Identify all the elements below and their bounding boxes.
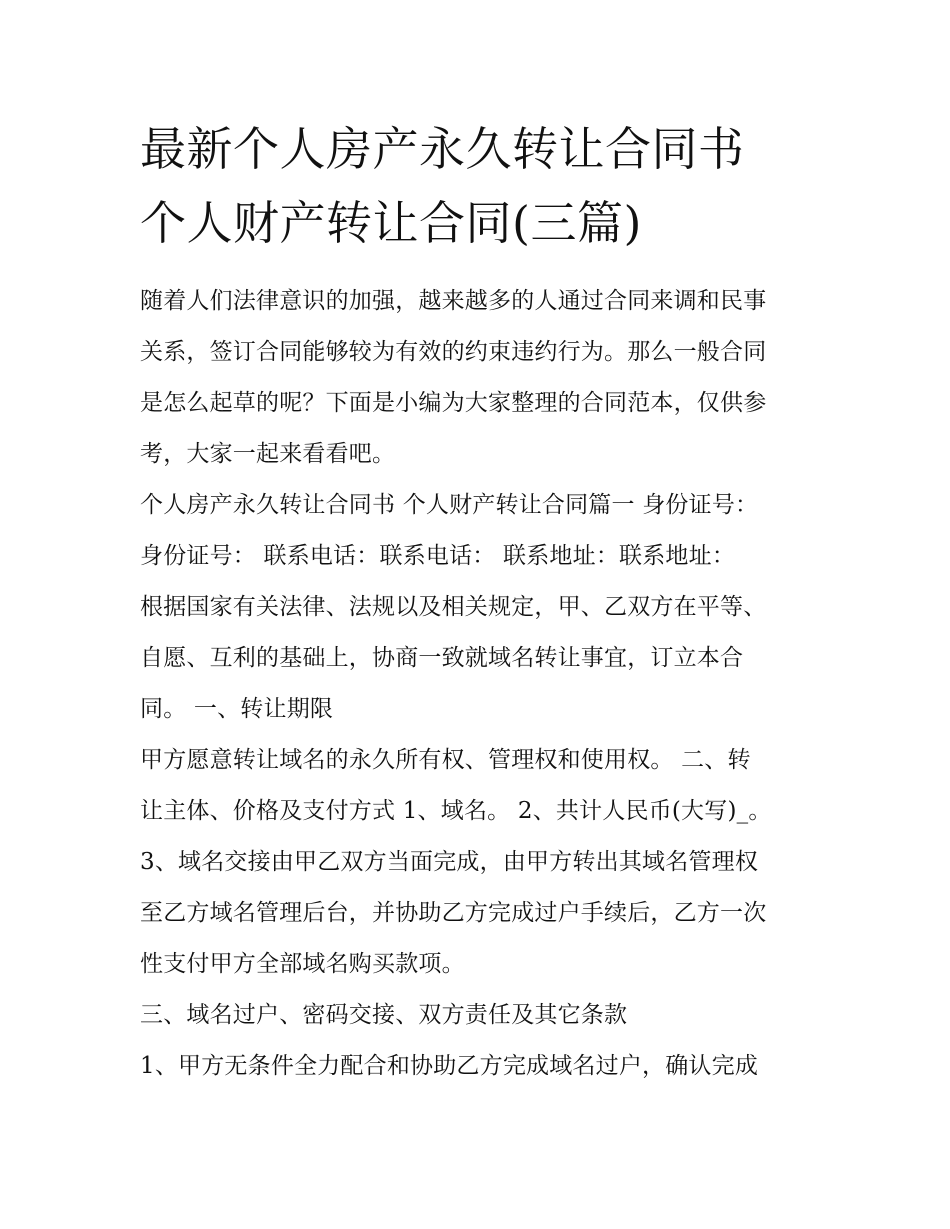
body-line: 身份证号： 联系电话：联系电话： 联系地址：联系地址： xyxy=(140,543,736,569)
document-title xyxy=(140,112,815,260)
title-line: 个人财产转让合同(三篇) xyxy=(140,196,642,250)
document-body xyxy=(140,276,815,1092)
body-line: 性支付甲方全部域名购买款项。 xyxy=(140,951,465,977)
body-line: 让主体、价格及支付方式 1、域名。 2、共计人民币(大写)_。 xyxy=(140,798,772,824)
document-content xyxy=(140,112,815,1092)
body-line: 考，大家一起来看看吧。 xyxy=(140,441,396,467)
body-line: 1、甲方无条件全力配合和协助乙方完成域名过户，确认完成 xyxy=(140,1053,759,1079)
body-line: 3、域名交接由甲乙双方当面完成，由甲方转出其域名管理权 xyxy=(140,849,759,875)
body-line: 关系，签订合同能够较为有效的约束违约行为。那么一般合同 xyxy=(140,339,767,365)
body-line: 自愿、互利的基础上，协商一致就域名转让事宜，订立本合 xyxy=(140,645,744,671)
body-line: 是怎么起草的呢？下面是小编为大家整理的合同范本，仅供参 xyxy=(140,390,767,416)
body-line: 三、域名过户、密码交接、双方责任及其它条款 xyxy=(140,1002,628,1028)
body-line: 随着人们法律意识的加强，越来越多的人通过合同来调和民事 xyxy=(140,288,767,314)
body-line: 根据国家有关法律、法规以及相关规定，甲、乙双方在平等、 xyxy=(140,594,767,620)
body-line: 甲方愿意转让域名的永久所有权、管理权和使用权。 二、转 xyxy=(140,747,751,773)
body-line: 同。 一、转让期限 xyxy=(140,696,334,722)
body-line: 至乙方域名管理后台，并协助乙方完成过户手续后，乙方一次 xyxy=(140,900,767,926)
title-line: 最新个人房产永久转让合同书 xyxy=(140,122,745,176)
body-line: 个人房产永久转让合同书 个人财产转让合同篇一 身份证号： xyxy=(140,492,759,518)
